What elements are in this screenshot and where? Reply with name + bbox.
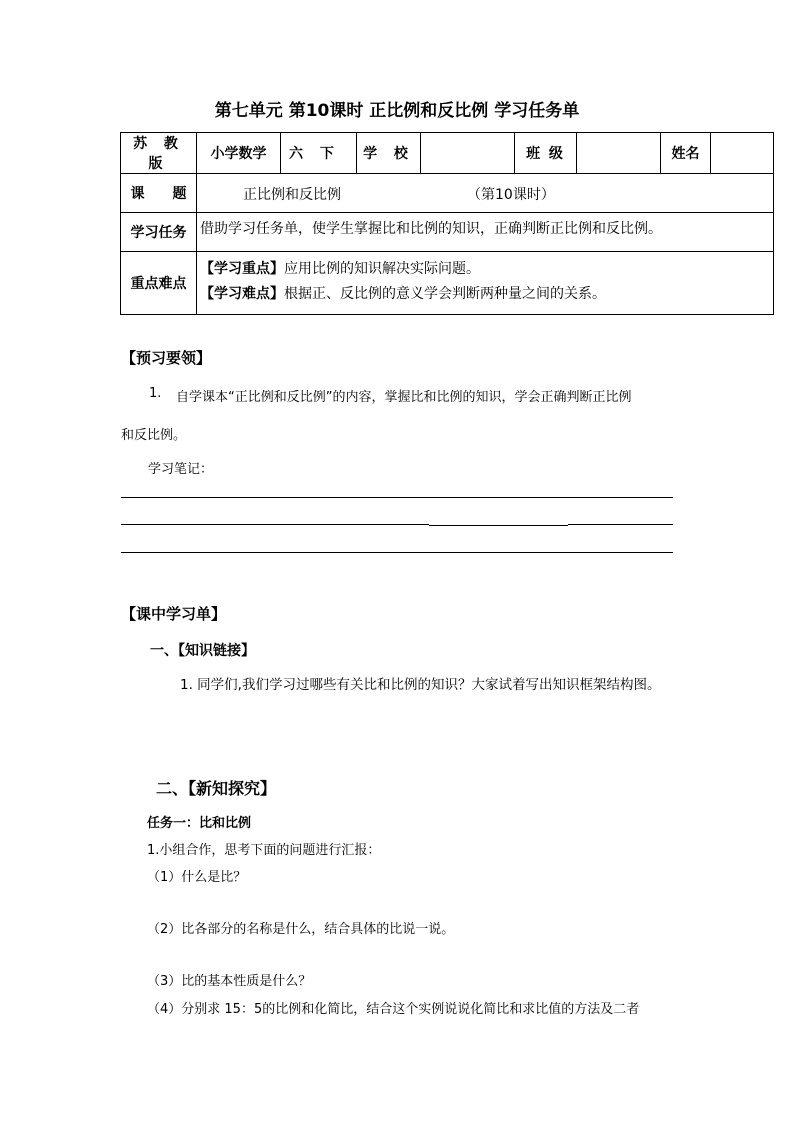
topic-period: （第10课时） <box>467 187 555 203</box>
question-1: （1）什么是比？ <box>147 870 247 885</box>
focus-key-tag: 【学习重点】 <box>200 261 284 277</box>
info-table <box>120 132 774 315</box>
class-value-cell <box>577 133 661 174</box>
part2-heading: 二、【新知探究】 <box>156 779 277 798</box>
focus-label-cell: 重点难点 <box>121 252 197 315</box>
preview-item1-text: 自学课本“正比例和反比例”的内容，掌握比和比例的知识，学会正确判断正比例 <box>176 390 632 405</box>
notes-line-2b <box>429 525 568 526</box>
preview-item1-number: 1. <box>149 386 162 401</box>
notes-line-2c <box>568 524 673 525</box>
topic-value-cell <box>197 174 774 213</box>
page-title: 第七单元 第10课时 正比例和反比例 学习任务单 <box>214 101 580 121</box>
focus-hard-tag: 【学习难点】 <box>200 286 284 302</box>
question-4: （4）分别求 15：5的比例和化简比，结合这个实例说说化简比和求比值的方法及二者 <box>147 1002 640 1017</box>
focus-hard-text: 根据正、反比例的意义学会判断两种量之间的关系。 <box>284 286 606 302</box>
question-2: （2）比各部分的名称是什么，结合具体的比说一说。 <box>147 922 455 937</box>
notes-line-1 <box>121 497 673 498</box>
topic-value: 正比例和反比例 <box>243 187 341 203</box>
info-row-topic <box>121 174 774 213</box>
task-value-cell: 借助学习任务单，使学生掌握比和比例的知识，正确判断正比例和反比例。 <box>197 213 774 252</box>
preview-heading: 【预习要领】 <box>121 349 212 367</box>
task-label-cell: 学习任务 <box>121 213 197 252</box>
info-row-header <box>121 133 774 174</box>
school-label-cell: 学 校 <box>357 133 421 174</box>
part1-heading: 一、【知识链接】 <box>150 643 255 659</box>
info-row-focus <box>121 252 774 315</box>
class-label-cell: 班 级 <box>515 133 577 174</box>
name-label-cell: 姓名 <box>661 133 711 174</box>
task1-intro: 1.小组合作，思考下面的问题进行汇报： <box>147 843 381 858</box>
publisher-cell: 苏 教 版 <box>121 133 197 174</box>
preview-item1-continued: 和反比例。 <box>121 428 187 443</box>
task1-heading: 任务一：比和比例 <box>147 816 252 831</box>
lesson-heading: 【课中学习单】 <box>121 605 227 623</box>
notes-line-2a <box>121 524 429 525</box>
question-3: （3）比的基本性质是什么？ <box>147 974 312 989</box>
part1-question-1: 1. 同学们,我们学习过哪些有关比和比例的知识？大家试着写出知识框架结构图。 <box>180 677 661 693</box>
name-value-cell <box>711 133 774 174</box>
subject-cell: 小学数学 <box>197 133 281 174</box>
grade-cell: 六 下 <box>281 133 357 174</box>
info-row-task <box>121 213 774 252</box>
focus-key-text: 应用比例的知识解决实际问题。 <box>284 261 480 277</box>
focus-value-cell <box>197 252 774 315</box>
notes-label: 学习笔记： <box>148 462 214 477</box>
school-value-cell <box>421 133 515 174</box>
topic-label-cell: 课 题 <box>121 174 197 213</box>
notes-line-3 <box>121 552 673 553</box>
